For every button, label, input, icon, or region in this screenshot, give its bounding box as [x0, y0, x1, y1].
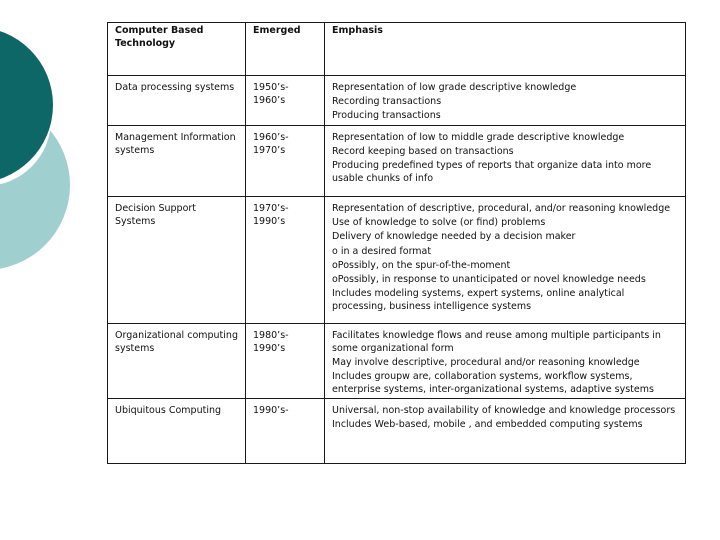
- technology-cell: Ubiquitous Computing: [108, 399, 246, 464]
- emphasis-line: Recording transactions: [332, 96, 442, 108]
- table-row: [108, 125, 686, 196]
- table-row: [108, 196, 686, 323]
- emphasis-line: Includes modeling systems, expert systems, online analytical processing, business intelligence systems: [332, 288, 625, 312]
- emphasis-line: Universal, non-stop availability of knowledge and knowledge processors: [332, 405, 676, 417]
- emphasis-line: Producing predefined types of reports that organize data into more usable chunks of info: [332, 160, 652, 184]
- emphasis-line: o in a desired format: [332, 245, 432, 257]
- technology-cell: Decision Support Systems: [108, 196, 246, 323]
- header-technology: Computer Based Technology: [108, 23, 246, 76]
- emphasis-line: oPossibly, on the spur-of-the-moment: [332, 259, 511, 271]
- emerged-cell: 1960’s-1970’s: [246, 125, 325, 196]
- emerged-cell: 1970’s-1990’s: [246, 196, 325, 323]
- emphasis-cell: [325, 76, 686, 126]
- emerged-cell: 1990’s-: [246, 399, 325, 464]
- emphasis-line: Facilitates knowledge flows and reuse among multiple participants in some organizational form: [332, 329, 661, 354]
- technology-cell: Data processing systems: [108, 76, 246, 126]
- emphasis-cell: [325, 125, 686, 196]
- emphasis-line: Representation of descriptive, procedural, and/or reasoning knowledge: [332, 202, 671, 214]
- emphasis-line: Includes groupw are, collaboration systems, workflow systems, enterprise systems, inter-organizational systems, adaptive systems: [332, 370, 654, 395]
- emphasis-line: Use of knowledge to solve (or find) problems: [332, 217, 546, 229]
- header-emerged: Emerged: [246, 23, 325, 76]
- emphasis-line: Delivery of knowledge needed by a decision maker: [332, 231, 576, 243]
- emphasis-cell: [325, 399, 686, 464]
- table-row: [108, 323, 686, 398]
- emphasis-line: Record keeping based on transactions: [332, 146, 514, 158]
- technology-table: [107, 22, 686, 464]
- emphasis-line: Includes Web-based, mobile , and embedded computing systems: [332, 419, 643, 431]
- emphasis-line: Representation of low grade descriptive knowledge: [332, 82, 577, 93]
- decorative-circles: [0, 0, 80, 300]
- emphasis-line: Producing transactions: [332, 110, 441, 122]
- emphasis-line: oPossibly, in response to unanticipated or novel knowledge needs: [332, 273, 646, 285]
- table-row: [108, 399, 686, 464]
- emphasis-line: May involve descriptive, procedural and/or reasoning knowledge: [332, 356, 640, 368]
- header-row: [108, 23, 686, 76]
- header-emphasis: Emphasis: [325, 23, 686, 76]
- emphasis-cell: [325, 323, 686, 398]
- emphasis-line: Representation of low to middle grade descriptive knowledge: [332, 131, 625, 143]
- emerged-cell: 1950’s-1960’s: [246, 76, 325, 126]
- technology-cell: Management Information systems: [108, 125, 246, 196]
- technology-cell: Organizational computing systems: [108, 323, 246, 398]
- table-row: [108, 76, 686, 126]
- emerged-cell: 1980’s-1990’s: [246, 323, 325, 398]
- emphasis-cell: [325, 196, 686, 323]
